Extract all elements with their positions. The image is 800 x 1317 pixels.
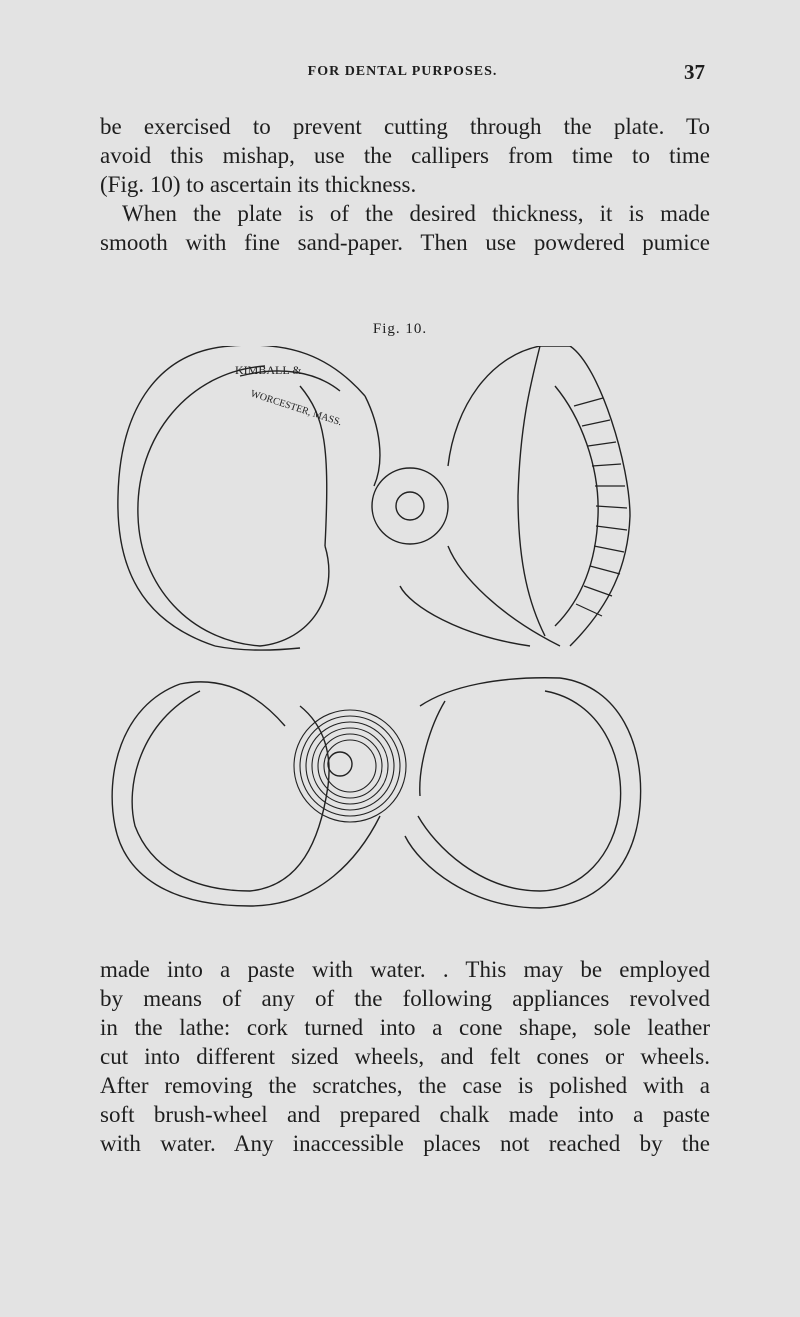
- text-line: When the plate is of the desired thickness, it is made: [122, 201, 710, 226]
- page-number: 37: [684, 60, 705, 84]
- scale-tick: [574, 398, 603, 406]
- scale-tick: [588, 442, 616, 446]
- upper-left-loop-inner: [138, 366, 265, 646]
- scale-tick: [592, 464, 621, 466]
- scale-tick: [596, 506, 627, 508]
- text-line: smooth with fine sand-paper. Then use powdered pumice: [100, 230, 710, 255]
- scale-tick: [590, 566, 620, 574]
- maker-mark-line2: WORCESTER, MASS.: [249, 388, 344, 429]
- upper-left-loop-return: [260, 546, 329, 646]
- scale-tick: [582, 420, 610, 426]
- running-head-title: FOR DENTAL PURPOSES.: [307, 64, 498, 79]
- text-line: be exercised to prevent cutting through the plate. To: [100, 114, 710, 139]
- lower-left-loop-inner: [132, 691, 250, 891]
- upper-scale-inner: [555, 386, 598, 626]
- lower-hinge-pin: [328, 752, 352, 776]
- lower-right-loop-top: [420, 678, 560, 706]
- lower-hinge-disc: [294, 710, 406, 822]
- bottom-paragraph: [100, 955, 710, 1158]
- scale-tick: [594, 546, 624, 552]
- figure-caption: Fig. 10.: [372, 321, 428, 337]
- text-line: cut into different sized wheels, and felt cones or wheels.: [100, 1044, 710, 1069]
- text-line: soft brush-wheel and prepared chalk made into a paste: [100, 1102, 710, 1127]
- scale-tick: [584, 586, 612, 596]
- scale-tick: [596, 526, 627, 530]
- text-line: in the lathe: cork turned into a cone shape, sole leather: [100, 1015, 710, 1040]
- text-line: After removing the scratches, the case is polished with a: [100, 1073, 710, 1098]
- text-line: by means of any of the following appliances revolved: [100, 986, 710, 1011]
- text-line: made into a paste with water. . This may be employed: [100, 957, 710, 982]
- upper-hinge-inner: [396, 492, 424, 520]
- lower-right-loop-inner: [540, 691, 621, 891]
- text-line: (Fig. 10) to ascertain its thickness.: [100, 172, 417, 197]
- upper-hinge-outer: [372, 468, 448, 544]
- text-line: avoid this mishap, use the callipers from time to time: [100, 143, 710, 168]
- scale-tick: [576, 604, 602, 616]
- maker-mark-line1: KIMBALL &: [235, 363, 302, 377]
- running-head: [100, 60, 705, 86]
- text-line: with water. Any inaccessible places not reached by the: [100, 1131, 710, 1156]
- upper-left-loop-outer: [118, 346, 230, 646]
- upper-scale-outer: [570, 346, 630, 646]
- lower-right-loop-outer: [540, 678, 641, 908]
- calliper-figure: [100, 346, 660, 916]
- top-paragraph: [100, 112, 710, 257]
